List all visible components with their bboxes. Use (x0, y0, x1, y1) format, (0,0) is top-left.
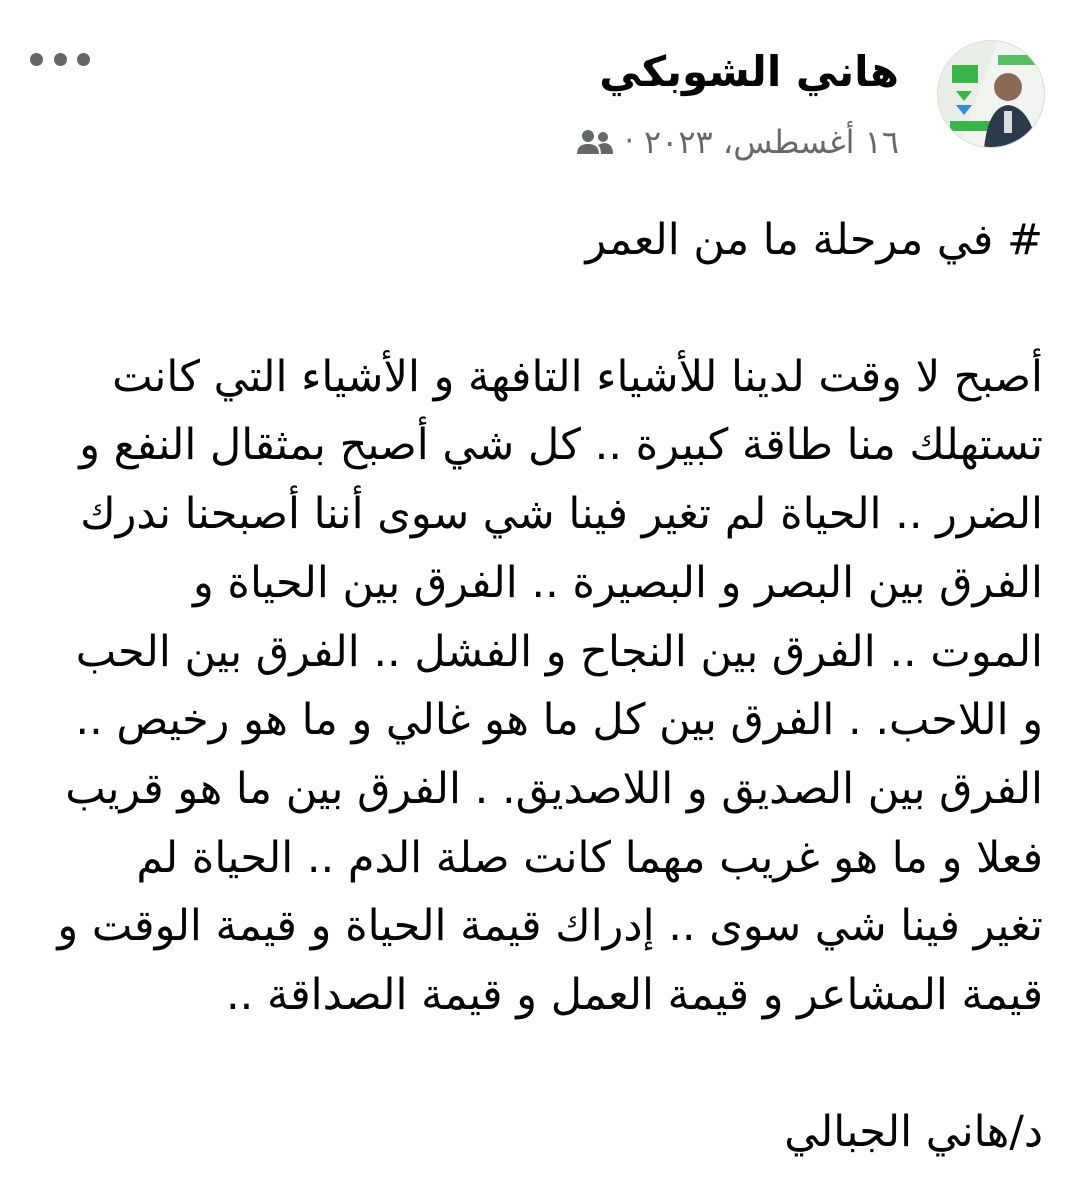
more-dot-icon (77, 53, 90, 66)
profile-photo-icon (938, 41, 1045, 148)
meta-separator: · (624, 124, 634, 159)
more-options-button[interactable] (30, 44, 90, 74)
post-line: تغير فينا شي سوى .. إدراك قيمة الحياة و قيمة الوقت و (57, 901, 1043, 952)
group-audience-icon[interactable] (574, 127, 614, 157)
post-line: الفرق بين الصديق و اللاصديق. . الفرق بين ما هو قريب (65, 763, 1043, 814)
post-line (53, 1030, 1043, 1098)
post-line (53, 275, 1043, 343)
more-dot-icon (54, 53, 67, 66)
author-name[interactable]: هاني الشوبكي (599, 47, 899, 96)
post-line: # في مرحلة ما من العمر (585, 215, 1043, 265)
post-signature: د/هاني الجبالي (784, 1106, 1043, 1157)
author-avatar[interactable] (937, 40, 1045, 148)
post-line: الضرر .. الحياة لم تغير فينا شي سوى أننا أصبحنا ندرك (80, 489, 1043, 540)
post-meta (574, 118, 899, 166)
post-line: أصبح لا وقت لدينا للأشياء التافهة و الأشياء التي كانت (112, 351, 1043, 402)
post-line: و اللاحب. . الفرق بين كل ما هو غالي و ما هو رخيص .. (75, 695, 1043, 746)
post-line: الفرق بين البصر و البصيرة .. الفرق بين الحياة و (192, 557, 1043, 608)
post-line: قيمة المشاعر و قيمة العمل و قيمة الصداقة .. (226, 970, 1043, 1021)
post-date[interactable]: ١٦ أغسطس، ٢٠٢٣ (643, 123, 899, 161)
post-line: الموت .. الفرق بين النجاح و الفشل .. الفرق بين الحب (75, 626, 1043, 677)
more-dot-icon (30, 53, 43, 66)
post-line: فعلا و ما هو غريب مهما كانت صلة الدم .. الحياة لم (136, 832, 1043, 883)
post-line: تستهلك منا طاقة كبيرة .. كل شي أصبح بمثقال النفع و (79, 420, 1043, 471)
post-text (53, 206, 1043, 1166)
